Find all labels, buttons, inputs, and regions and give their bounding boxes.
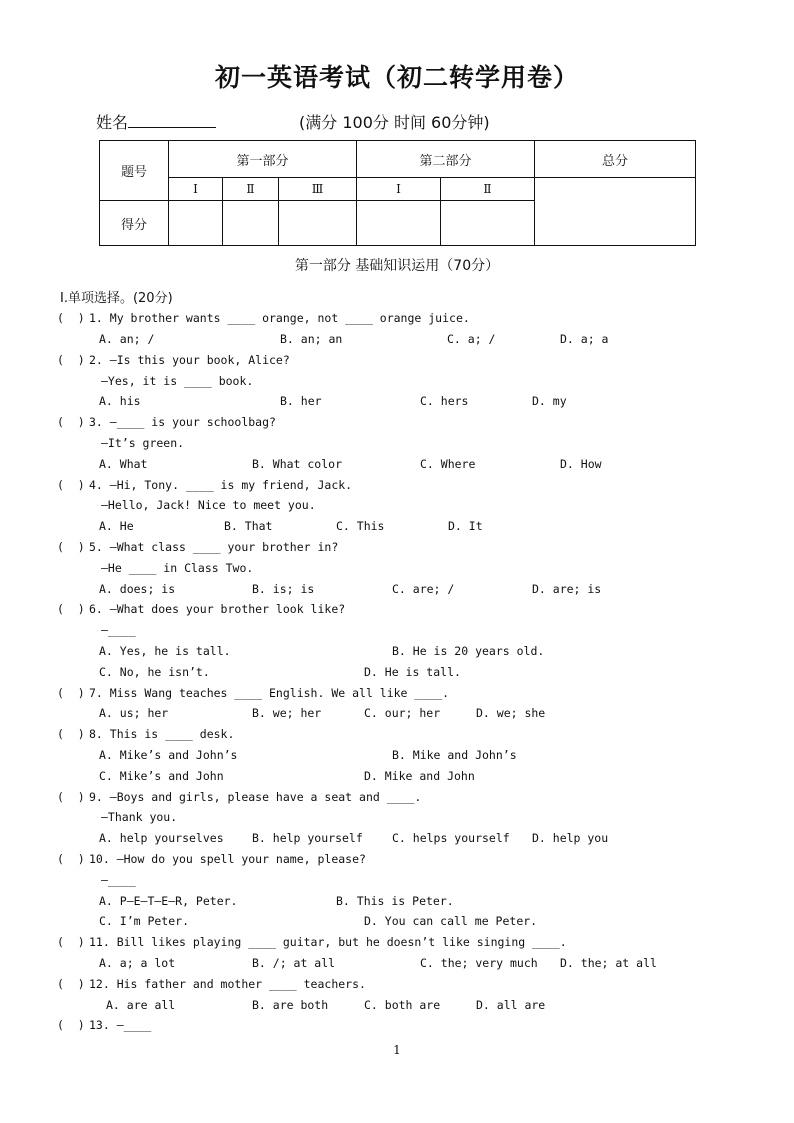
question-2-line2 [0,371,794,391]
question-6-options-row1 [0,641,794,661]
question-stem: 10. —How do you spell your name, please? [89,852,366,866]
question-stem: 13. —____ [89,1018,152,1032]
question-8 [0,724,794,744]
question-1-options [0,329,794,349]
option-d: D. You can call me Peter. [364,914,538,928]
part2-col-2: Ⅱ [441,178,535,201]
option-d: D. He is tall. [364,665,461,679]
option-a: A. does; is [99,582,176,596]
answer-bracket[interactable]: ( ) [57,478,85,492]
option-b: B. an; an [280,332,343,346]
option-b: B. That [224,519,273,533]
question-10-line2 [0,870,794,890]
option-c: C. our; her [364,706,441,720]
dialogue-reply: —It’s green. [101,436,185,450]
option-a: A. P—E—T—E—R, Peter. [99,894,238,908]
option-a: A. What [99,457,148,471]
score-time-info: (满分 100分 时间 60分钟) [299,113,490,132]
option-c: C. hers [420,394,469,408]
score-row-label: 得分 [100,201,169,246]
total-score-cell[interactable] [535,178,696,246]
question-12 [0,974,794,994]
question-9-options [0,828,794,848]
question-3 [0,412,794,432]
question-4-options [0,516,794,536]
question-13 [0,1015,794,1035]
score-table [99,140,696,246]
option-c: C. I’m Peter. [99,914,190,928]
dialogue-reply: —Hello, Jack! Nice to meet you. [101,498,316,512]
answer-bracket[interactable]: ( ) [57,686,85,700]
option-b: B. we; her [252,706,322,720]
question-6-line2 [0,620,794,640]
option-b: B. This is Peter. [336,894,454,908]
question-5-options [0,579,794,599]
question-8-options-row2 [0,766,794,786]
question-9-line2 [0,807,794,827]
part1-col-3: Ⅲ [279,178,357,201]
question-5-line2 [0,558,794,578]
score-cell-part1-3[interactable] [279,201,357,246]
answer-bracket[interactable]: ( ) [57,977,85,991]
option-d: D. all are [476,998,546,1012]
dialogue-reply: —Yes, it is ____ book. [101,374,254,388]
option-a: A. us; her [99,706,169,720]
question-10-options-row2 [0,911,794,931]
question-3-line2 [0,433,794,453]
option-b: B. Mike and John’s [392,748,517,762]
option-c: C. No, he isn’t. [99,665,210,679]
question-11-options [0,953,794,973]
question-6-options-row2 [0,662,794,682]
question-stem: 8. This is ____ desk. [89,727,235,741]
question-7 [0,683,794,703]
info-line [96,110,490,133]
answer-bracket[interactable]: ( ) [57,602,85,616]
option-b: B. her [280,394,322,408]
option-a: A. Mike’s and John’s [99,748,238,762]
answer-bracket[interactable]: ( ) [57,935,85,949]
answer-bracket[interactable]: ( ) [57,540,85,554]
option-d: D. we; she [476,706,546,720]
dialogue-reply: —Thank you. [101,810,178,824]
question-stem: 11. Bill likes playing ____ guitar, but he doesn’t like singing ____. [89,935,567,949]
score-cell-part2-1[interactable] [357,201,441,246]
answer-bracket[interactable]: ( ) [57,727,85,741]
option-a: A. help yourselves [99,831,224,845]
question-1 [0,308,794,328]
question-9 [0,787,794,807]
answer-bracket[interactable]: ( ) [57,790,85,804]
option-a: A. an; / [99,332,155,346]
option-c: C. Mike’s and John [99,769,224,783]
option-c: C. Where [420,457,476,471]
option-c: C. both are [364,998,441,1012]
dialogue-reply: —He ____ in Class Two. [101,561,254,575]
option-a: A. Yes, he is tall. [99,644,231,658]
question-stem: 7. Miss Wang teaches ____ English. We all like ____. [89,686,450,700]
question-10 [0,849,794,869]
option-a: A. He [99,519,134,533]
option-d: D. a; a [560,332,609,346]
question-7-options [0,703,794,723]
option-b: B. is; is [252,582,315,596]
question-stem: 3. —____ is your schoolbag? [89,415,276,429]
section-heading: 第一部分 基础知识运用（70分） [294,258,500,274]
option-b: B. He is 20 years old. [392,644,545,658]
option-c: C. are; / [392,582,455,596]
part1-header: 第一部分 [169,141,357,178]
question-stem: 1. My brother wants ____ orange, not ____ orange juice. [89,311,470,325]
score-cell-part1-1[interactable] [169,201,223,246]
question-stem: 12. His father and mother ____ teachers. [89,977,366,991]
question-stem: 2. —Is this your book, Alice? [89,353,290,367]
option-d: D. are; is [532,582,602,596]
answer-bracket[interactable]: ( ) [57,311,85,325]
dialogue-reply: —____ [101,873,136,887]
question-stem: 6. —What does your brother look like? [89,602,346,616]
question-number-header: 题号 [100,141,169,201]
question-stem: 5. —What class ____ your brother in? [89,540,339,554]
option-c: C. a; / [447,332,496,346]
option-b: B. /; at all [252,956,336,970]
total-header: 总分 [535,141,696,178]
score-cell-part1-2[interactable] [223,201,279,246]
option-c: C. This [336,519,385,533]
question-10-options-row1 [0,891,794,911]
question-8-options-row1 [0,745,794,765]
option-d: D. my [532,394,567,408]
answer-bracket[interactable]: ( ) [57,415,85,429]
dialogue-reply: —____ [101,623,136,637]
question-stem: 4. —Hi, Tony. ____ is my friend, Jack. [89,478,353,492]
option-b: B. What color [252,457,343,471]
answer-bracket[interactable]: ( ) [57,1018,85,1032]
question-stem: 9. —Boys and girls, please have a seat and ____. [89,790,422,804]
question-11 [0,932,794,952]
answer-bracket[interactable]: ( ) [57,353,85,367]
page-number: 1 [393,1043,401,1057]
option-b: B. are both [252,998,329,1012]
part2-col-1: Ⅰ [357,178,441,201]
option-d: D. How [560,457,602,471]
question-2 [0,350,794,370]
part2-header: 第二部分 [357,141,535,178]
option-c: C. the; very much [420,956,538,970]
answer-bracket[interactable]: ( ) [57,852,85,866]
question-6 [0,599,794,619]
part-label: Ⅰ.单项选择。(20分) [60,291,173,306]
question-4 [0,475,794,495]
question-5 [0,537,794,557]
exam-title: 初一英语考试（初二转学用卷） [214,63,579,92]
option-d: D. help you [532,831,609,845]
option-d: D. the; at all [560,956,657,970]
score-cell-part2-2[interactable] [441,201,535,246]
part1-col-2: Ⅱ [223,178,279,201]
option-a: A. are all [106,998,176,1012]
option-a: A. his [99,394,141,408]
name-blank[interactable] [128,113,216,128]
option-c: C. helps yourself [392,831,510,845]
question-3-options [0,454,794,474]
question-4-line2 [0,495,794,515]
question-12-options [0,995,794,1015]
option-a: A. a; a lot [99,956,176,970]
part1-col-1: Ⅰ [169,178,223,201]
name-label: 姓名 [96,113,129,132]
option-d: D. It [448,519,483,533]
option-d: D. Mike and John [364,769,475,783]
question-2-options [0,391,794,411]
option-b: B. help yourself [252,831,363,845]
